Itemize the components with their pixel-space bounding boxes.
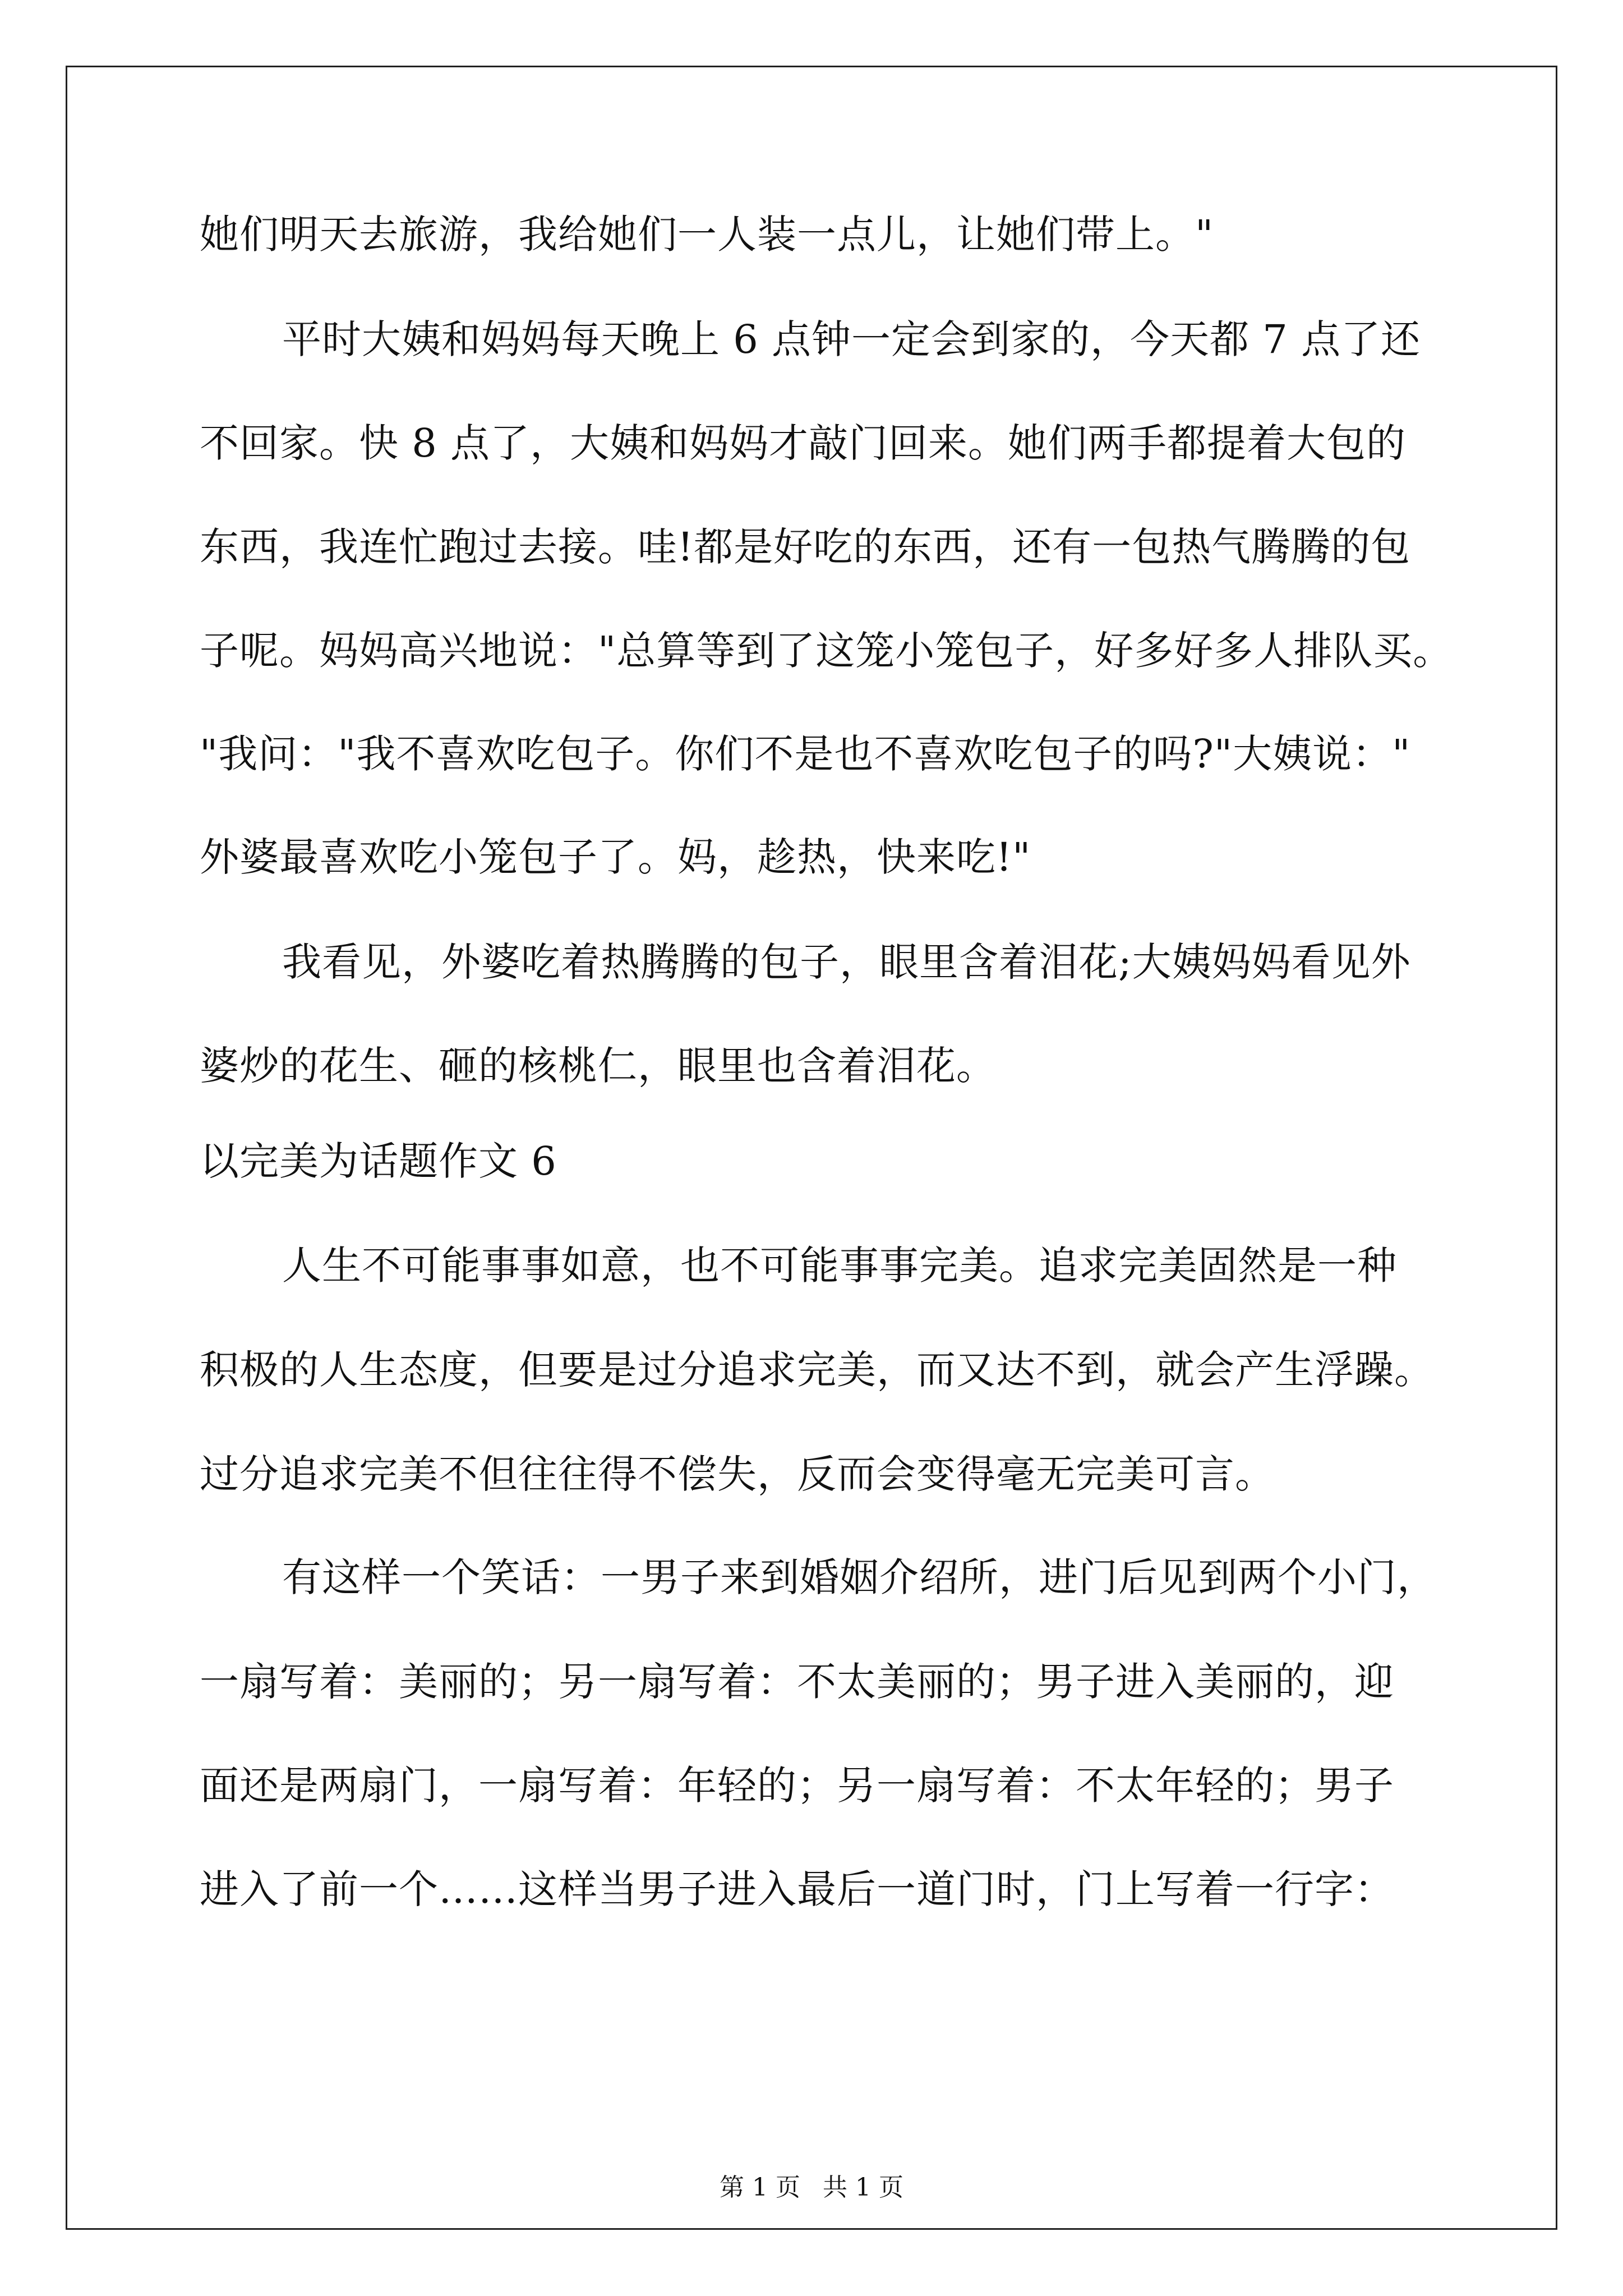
text-line: 人生不可能事事如意，也不可能事事完美。追求完美固然是一种 — [282, 1243, 1397, 1289]
text-line: 婆炒的花生、砸的核桃仁，眼里也含着泪花。 — [200, 1043, 996, 1089]
text-line: 我看见，外婆吃着热腾腾的包子，眼里含着泪花;大姨妈妈看见外 — [282, 939, 1411, 985]
text-line: 东西，我连忙跑过去接。哇!都是好吃的东西，还有一包热气腾腾的包 — [200, 524, 1411, 570]
page-footer — [0, 2171, 1623, 2205]
text-line: 不回家。快 8 点了，大姨和妈妈才敲门回来。她们两手都提着大包的 — [200, 420, 1407, 466]
text-line: 有这样一个笑话：一男子来到婚姻介绍所，进门后见到两个小门， — [282, 1554, 1437, 1600]
text-line: 过分追求完美不但往往得不偿失，反而会变得毫无完美可言。 — [200, 1451, 1275, 1497]
text-line: 平时大姨和妈妈每天晚上 6 点钟一定会到家的，今天都 7 点了还 — [282, 316, 1421, 362]
text-line: 她们明天去旅游，我给她们一人装一点儿，让她们带上。" — [200, 211, 1214, 257]
page-number: 第 1 页 — [720, 2173, 800, 2202]
text-line: 进入了前一个……这样当男子进入最后一道门时，门上写着一行字： — [200, 1866, 1394, 1912]
text-line: 子呢。妈妈高兴地说："总算等到了这笼小笼包子，好多好多人排队买。 — [200, 628, 1453, 674]
page-total: 共 1 页 — [823, 2173, 903, 2202]
text-line: 一扇写着：美丽的；另一扇写着：不太美丽的；男子进入美丽的，迎 — [200, 1659, 1394, 1705]
text-line: 积极的人生态度，但要是过分追求完美，而又达不到，就会产生浮躁。 — [200, 1347, 1434, 1393]
text-line: "我问："我不喜欢吃包子。你们不是也不喜欢吃包子的吗?"大姨说：" — [200, 731, 1411, 777]
text-line: 外婆最喜欢吃小笼包子了。妈，趁热，快来吃!" — [200, 834, 1031, 880]
text-line: 面还是两扇门，一扇写着：年轻的；另一扇写着：不太年轻的；男子 — [200, 1763, 1394, 1809]
section-heading: 以完美为话题作文 6 — [200, 1138, 557, 1184]
